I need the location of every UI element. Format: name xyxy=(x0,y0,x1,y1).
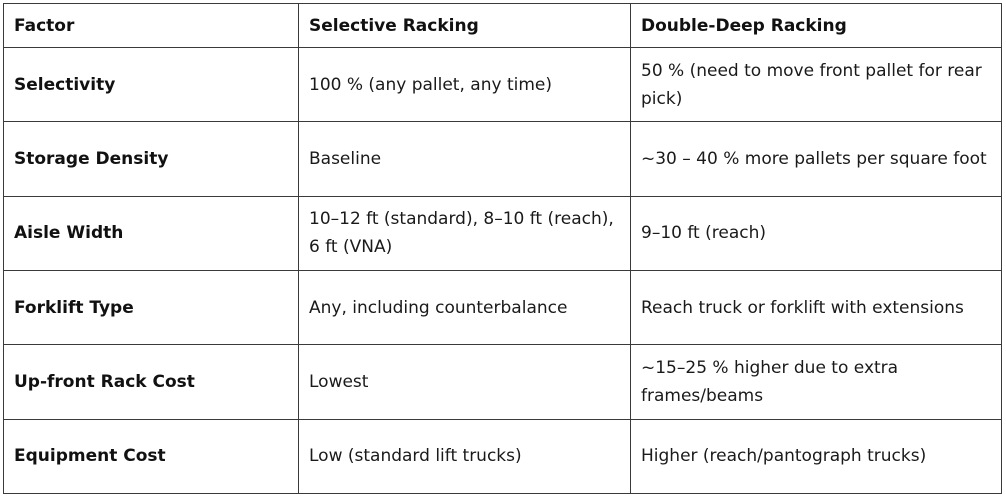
selective-cell: Baseline xyxy=(299,122,631,196)
selective-cell: Any, including counterbalance xyxy=(299,270,631,344)
selective-cell: 100 % (any pallet, any time) xyxy=(299,48,631,122)
comparison-table-container xyxy=(3,3,1001,494)
factor-cell: Up-front Rack Cost xyxy=(4,345,299,419)
table-row xyxy=(4,345,1002,419)
double-deep-cell: Higher (reach/pantograph trucks) xyxy=(631,419,1002,493)
factor-cell: Aisle Width xyxy=(4,196,299,270)
table-header-row xyxy=(4,4,1002,48)
selective-cell: Lowest xyxy=(299,345,631,419)
header-selective-racking: Selective Racking xyxy=(299,4,631,48)
double-deep-cell: Reach truck or forklift with extensions xyxy=(631,270,1002,344)
table-row xyxy=(4,196,1002,270)
factor-cell: Forklift Type xyxy=(4,270,299,344)
factor-cell: Equipment Cost xyxy=(4,419,299,493)
double-deep-cell: ~15–25 % higher due to extra frames/beams xyxy=(631,345,1002,419)
table-row xyxy=(4,270,1002,344)
factor-cell: Storage Density xyxy=(4,122,299,196)
header-double-deep-racking: Double-Deep Racking xyxy=(631,4,1002,48)
table-row xyxy=(4,48,1002,122)
double-deep-cell: ~30 – 40 % more pallets per square foot xyxy=(631,122,1002,196)
double-deep-cell: 9–10 ft (reach) xyxy=(631,196,1002,270)
factor-cell: Selectivity xyxy=(4,48,299,122)
racking-comparison-table xyxy=(3,3,1002,494)
selective-cell: Low (standard lift trucks) xyxy=(299,419,631,493)
table-row xyxy=(4,122,1002,196)
header-factor: Factor xyxy=(4,4,299,48)
table-row xyxy=(4,419,1002,493)
double-deep-cell: 50 % (need to move front pallet for rear pick) xyxy=(631,48,1002,122)
selective-cell: 10–12 ft (standard), 8–10 ft (reach), 6 ft (VNA) xyxy=(299,196,631,270)
